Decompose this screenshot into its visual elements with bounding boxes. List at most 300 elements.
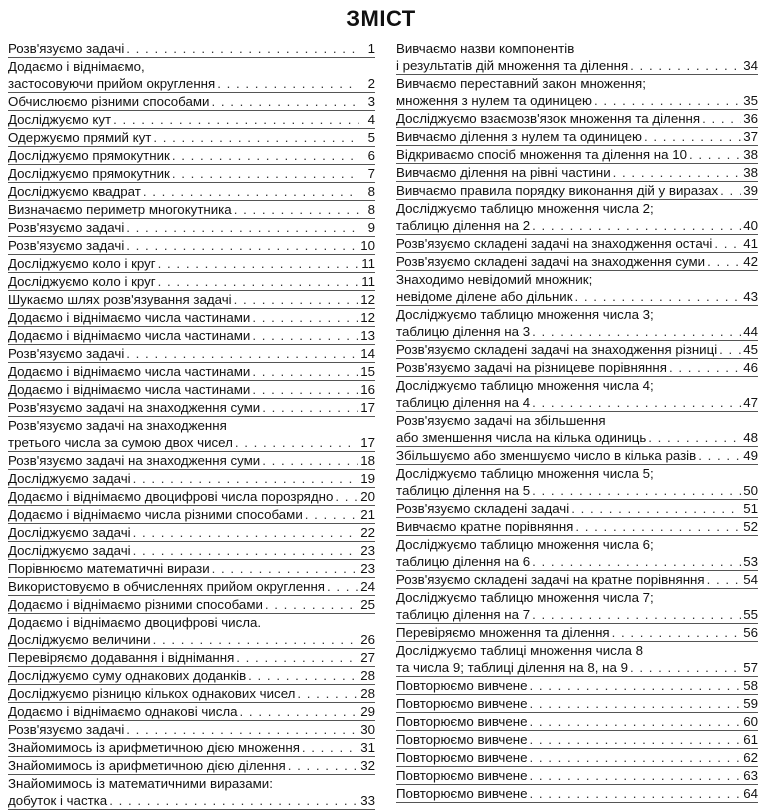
toc-page-number: 39 [743,183,758,198]
toc-entry-title: Досліджуємо задачі [8,525,131,540]
toc-entry-title: або зменшення числа на кілька одиниць [396,430,647,445]
toc-entry [396,785,758,803]
dot-leader [252,363,358,380]
toc-entry [8,93,375,111]
dot-leader [532,217,741,234]
toc-entry [8,685,375,703]
toc-entry [396,624,758,642]
toc-entry [8,560,375,578]
toc-entry [8,488,375,506]
toc-entry-title: Додаємо і віднімаємо числа частинами [8,310,251,325]
dot-leader [126,721,358,738]
toc-entry-title: Обчислюємо різними способами [8,94,210,109]
toc-entry [8,363,375,381]
toc-page-number: 28 [360,686,375,701]
toc-entry-title: Розв'язуємо задачі [8,220,125,235]
toc-entry [8,757,375,775]
toc-page-number: 17 [360,400,375,415]
toc-entry-title: Досліджуємо таблицю множення числа 7; [396,590,654,605]
dot-leader [217,75,359,92]
dot-leader [648,429,741,446]
toc-page-number: 5 [367,130,375,145]
toc-entry-title: Досліджуємо прямокутник [8,148,170,163]
toc-entry-title: Вивчаємо ділення з нулем та одиницею [396,129,642,144]
dot-leader [262,399,358,416]
toc-entry-title: Знайомимось із арифметичною дією ділення [8,758,286,773]
toc-entry-title: Розв'язуємо задачі [8,346,125,361]
dot-leader [720,182,741,199]
dot-leader [714,235,741,252]
toc-entry [8,667,375,685]
dot-leader [158,273,359,290]
toc-entry-title: Досліджуємо квадрат [8,184,141,199]
toc-entry [396,253,758,271]
toc-entry-title: застосовуючи прийом округлення [8,76,216,91]
toc-entry-title: Розв'язуємо задачі на знаходження суми [8,453,261,468]
dot-leader [211,93,359,110]
toc-entry [8,58,375,93]
toc-page-number: 54 [743,572,758,587]
toc-entry-title: Додаємо і віднімаємо числа частинами [8,364,251,379]
toc-entry [8,703,375,721]
toc-entry [8,201,375,219]
toc-entry-title: Повторюємо вивчене [396,786,528,801]
toc-page-number: 11 [361,256,375,271]
dot-leader [669,359,741,376]
dot-leader [575,518,741,535]
toc-page-number: 43 [743,289,758,304]
dot-leader [327,578,358,595]
toc-entry [8,165,375,183]
toc-entry [8,237,375,255]
toc-entry-title: Шукаємо шлях розв'язування задачі [8,292,232,307]
toc-entry [8,775,375,810]
toc-entry [8,381,375,399]
toc-page-number: 62 [743,750,758,765]
dot-leader [262,452,358,469]
dot-leader [594,92,741,109]
toc-entry [396,695,758,713]
dot-leader [702,110,741,127]
toc-page-number: 61 [743,732,758,747]
toc-entry [8,524,375,542]
dot-leader [252,381,358,398]
toc-page-number: 10 [360,238,375,253]
page-title: ЗМІСТ [346,6,416,31]
dot-leader [613,164,742,181]
toc-entry-title: Досліджуємо коло і круг [8,256,156,271]
dot-leader [153,129,359,146]
toc-page-number: 23 [360,561,375,576]
toc-page-number: 12 [360,292,375,307]
toc-entry-title: Порівнюємо математичні вирази [8,561,210,576]
toc-page-number: 53 [743,554,758,569]
toc-page-number: 34 [743,58,758,73]
toc-entry-title: Знайомимось із математичними виразами: [8,776,273,791]
toc-page-number: 40 [743,218,758,233]
toc-entry-title: Розв'язуємо складені задачі на знаходження різниці [396,342,718,357]
toc-entry [8,506,375,524]
dot-leader [302,739,358,756]
toc-page-number: 47 [743,395,758,410]
dot-leader [707,571,742,588]
toc-entry [396,500,758,518]
dot-leader [126,345,358,362]
toc-entry-title: Одержуємо прямий кут [8,130,152,145]
toc-entry [396,713,758,731]
toc-entry-title: множення з нулем та одиницею [396,93,593,108]
toc-entry-title: Додаємо і віднімаємо, [8,59,145,74]
toc-entry-title: і результатів дій множення та ділення [396,58,629,73]
toc-entry-title: Досліджуємо суму однакових доданків [8,668,247,683]
toc-entry-title: таблицю ділення на 5 [396,483,531,498]
dot-leader [529,749,741,766]
dot-leader [158,255,359,272]
toc-page-number: 26 [360,632,375,647]
toc-entry [396,128,758,146]
dot-leader [698,447,741,464]
toc-entry [8,417,375,452]
toc-page-number: 21 [360,507,375,522]
dot-leader [529,713,741,730]
toc-entry-title: Додаємо і віднімаємо однакові числа [8,704,238,719]
toc-entry-title: таблицю ділення на 2 [396,218,531,233]
toc-entry [8,40,375,58]
toc-page-number: 29 [360,704,375,719]
dot-leader [126,219,359,236]
toc-entry-title: Досліджуємо різницю кількох однакових чисел [8,686,296,701]
toc-page-number: 3 [367,94,375,109]
dot-leader [172,147,359,164]
toc-page-number: 4 [367,112,375,127]
dot-leader [529,731,741,748]
toc-page-number: 46 [743,360,758,375]
dot-leader [109,792,358,809]
toc-entry-title: таблицю ділення на 7 [396,607,531,622]
toc-page-number: 36 [743,111,758,126]
dot-leader [234,201,359,218]
toc-entry-title: Повторюємо вивчене [396,714,528,729]
toc-entry [396,465,758,500]
dot-leader [532,606,741,623]
toc-entry [396,377,758,412]
dot-leader [707,253,741,270]
toc-page-number: 1 [367,41,375,56]
toc-entry-title: Розв'язуємо складені задачі на знаходження суми [396,254,706,269]
toc-entry-title: Додаємо і віднімаємо двоцифрові числа порозрядно [8,489,334,504]
dot-leader [571,500,741,517]
toc-entry [396,75,758,110]
dot-leader [532,553,741,570]
dot-leader [143,183,359,200]
toc-entry-title: Перевіряємо множення та ділення [396,625,610,640]
toc-entry-title: Досліджуємо таблицю множення числа 3; [396,307,654,322]
toc-page-number: 51 [743,501,758,516]
toc-entry [8,399,375,417]
dot-leader [153,631,359,648]
toc-entry-title: Відкриваємо спосіб множення та ділення на 10 [396,147,688,162]
toc-page-number: 55 [743,607,758,622]
toc-entry [8,129,375,147]
toc-entry-title: Додаємо і віднімаємо числа частинами [8,382,251,397]
toc-page-number: 42 [743,254,758,269]
toc-entry-title: та числа 9; таблиці ділення на 8, на 9 [396,660,628,675]
toc-entry [396,642,758,677]
toc-entry-title: Розв'язуємо складені задачі [396,501,570,516]
toc-page-number: 7 [367,166,375,181]
toc-entry-title: Розв'язуємо задачі [8,722,125,737]
toc-page-number: 14 [360,346,375,361]
toc-entry [396,731,758,749]
toc-entry-title: Знаходимо невідомий множник; [396,272,593,287]
toc-entry-title: Перевіряємо додавання і віднімання [8,650,235,665]
toc-page-number: 28 [360,668,375,683]
toc-entry-title: Вивчаємо ділення на рівні частини [396,165,611,180]
toc-entry-title: Досліджуємо таблицю множення числа 5; [396,466,654,481]
dot-leader [248,667,358,684]
toc-entry [396,110,758,128]
toc-entry [8,614,375,649]
toc-entry-title: Повторюємо вивчене [396,678,528,693]
toc-entry-title: таблицю ділення на 4 [396,395,531,410]
toc-entry [396,182,758,200]
toc-entry [396,164,758,182]
toc-page-number: 60 [743,714,758,729]
dot-leader [252,309,358,326]
toc-page-number: 13 [360,328,375,343]
dot-leader [575,288,742,305]
toc-entry-title: Розв'язуємо складені задачі на знаходження остачі [396,236,713,251]
toc-entry-title: Збільшуємо або зменшуємо число в кілька разів [396,448,697,463]
toc-entry [396,536,758,571]
toc-entry-title: Вивчаємо правила порядку виконання дій у виразах [396,183,719,198]
toc-page-number: 24 [360,579,375,594]
toc-page-number: 17 [360,435,375,450]
toc-page-number: 20 [360,489,375,504]
toc-entry [396,412,758,447]
dot-leader [689,146,741,163]
toc-page-number: 22 [360,525,375,540]
toc-page-number: 8 [367,184,375,199]
toc-page-number: 44 [743,324,758,339]
toc-entry [396,571,758,589]
toc-entry-title: Досліджуємо таблицю множення числа 4; [396,378,654,393]
toc-page-number: 58 [743,678,758,693]
toc-entry [8,309,375,327]
toc-entry [8,470,375,488]
toc-entry [8,596,375,614]
toc-entry-title: невідоме ділене або дільник [396,289,573,304]
toc-entry-title: Досліджуємо величини [8,632,151,647]
toc-page-number: 33 [360,793,375,808]
dot-leader [529,767,741,784]
toc-page-number: 8 [367,202,375,217]
toc-entry-title: Знайомимось із арифметичною дією множення [8,740,300,755]
toc-page-number: 49 [743,448,758,463]
toc-right-column [396,40,758,803]
toc-page-number: 32 [360,758,375,773]
toc-entry [396,677,758,695]
dot-leader [630,659,741,676]
toc-entry [396,341,758,359]
toc-entry-title: Повторюємо вивчене [396,750,528,765]
toc-page-number: 59 [743,696,758,711]
dot-leader [212,560,359,577]
toc-page-number: 50 [743,483,758,498]
toc-page-number: 27 [360,650,375,665]
dot-leader [644,128,741,145]
toc-page-number: 45 [743,342,758,357]
toc-entry-title: Розв'язуємо задачі на знаходження суми [8,400,261,415]
toc-entry-title: Додаємо і віднімаємо числа частинами [8,328,251,343]
toc-entry-title: Розв'язуємо задачі [8,238,125,253]
dot-leader [719,341,741,358]
dot-leader [532,323,741,340]
dot-leader [305,506,358,523]
toc-entry [396,306,758,341]
dot-leader [133,470,359,487]
dot-leader [133,524,359,541]
dot-leader [236,649,358,666]
toc-entry-title: Розв'язуємо задачі [8,41,125,56]
toc-entry [396,749,758,767]
toc-entry [396,40,758,75]
toc-entry-title: Досліджуємо задачі [8,543,131,558]
toc-entry [396,767,758,785]
toc-entry-title: Додаємо і віднімаємо двоцифрові числа. [8,615,262,630]
toc-entry-title: добуток і частка [8,793,108,808]
toc-entry-title: Повторюємо вивчене [396,768,528,783]
toc-entry-title: Досліджуємо кут [8,112,112,127]
toc-page-number: 6 [367,148,375,163]
toc-entry [396,271,758,306]
toc-entry [396,235,758,253]
toc-entry-title: Повторюємо вивчене [396,732,528,747]
toc-page-number: 19 [360,471,375,486]
toc-page-number: 38 [743,147,758,162]
toc-entry [8,291,375,309]
toc-page-number: 25 [360,597,375,612]
toc-entry [8,345,375,363]
toc-entry [8,219,375,237]
dot-leader [126,40,359,57]
toc-page-number: 63 [743,768,758,783]
toc-entry [8,721,375,739]
toc-entry-title: Додаємо і віднімаємо різними способами [8,597,263,612]
toc-entry-title: Додаємо і віднімаємо числа різними способами [8,507,303,522]
toc-entry [8,327,375,345]
toc-entry [8,147,375,165]
dot-leader [297,685,358,702]
toc-entry-title: Повторюємо вивчене [396,696,528,711]
dot-leader [529,785,741,802]
dot-leader [252,327,358,344]
toc-left-column [8,40,375,810]
toc-entry [396,200,758,235]
toc-entry [8,183,375,201]
dot-leader [532,482,741,499]
dot-leader [532,394,741,411]
dot-leader [335,488,358,505]
dot-leader [113,111,359,128]
dot-leader [126,237,358,254]
toc-page-number: 56 [743,625,758,640]
dot-leader [612,624,742,641]
dot-leader [288,757,358,774]
toc-page-number: 37 [743,129,758,144]
toc-entry-title: Досліджуємо коло і круг [8,274,156,289]
toc-entry [8,542,375,560]
toc-entry-title: Розв'язуємо складені задачі на кратне порівняння [396,572,705,587]
dot-leader [529,677,741,694]
toc-entry-title: таблицю ділення на 3 [396,324,531,339]
toc-page-number: 48 [743,430,758,445]
toc-page-number: 31 [360,740,375,755]
toc-page-number: 30 [360,722,375,737]
toc-entry-title: Вивчаємо кратне порівняння [396,519,574,534]
toc-page-number: 15 [360,364,375,379]
dot-leader [234,291,359,308]
toc-entry [396,589,758,624]
toc-entry-title: Досліджуємо прямокутник [8,166,170,181]
toc-entry-title: Досліджуємо таблицю множення числа 6; [396,537,654,552]
toc-entry-title: Вивчаємо переставний закон множення; [396,76,646,91]
toc-entry-title: Досліджуємо задачі [8,471,131,486]
toc-page-number: 52 [743,519,758,534]
toc-entry-title: Розв'язуємо задачі на збільшення [396,413,606,428]
dot-leader [235,434,358,451]
toc-entry-title: Використовуємо в обчисленнях прийом округлення [8,579,326,594]
toc-entry [396,447,758,465]
toc-entry-title: Розв'язуємо задачі на знаходження [8,418,227,433]
toc-entry [396,518,758,536]
toc-page-number: 16 [360,382,375,397]
toc-page-number: 9 [367,220,375,235]
dot-leader [240,703,359,720]
toc-page-number: 12 [360,310,375,325]
toc-page-number: 57 [743,660,758,675]
dot-leader [265,596,358,613]
toc-entry-title: Досліджуємо таблиці множення числа 8 [396,643,644,658]
toc-entry-title: Вивчаємо назви компонентів [396,41,575,56]
toc-entry [8,111,375,129]
toc-entry [8,649,375,667]
toc-entry-title: третього числа за сумою двох чисел [8,435,233,450]
toc-page-number: 2 [367,76,375,91]
dot-leader [630,57,741,74]
toc-entry [8,255,375,273]
toc-page-number: 35 [743,93,758,108]
toc-page-number: 23 [360,543,375,558]
dot-leader [133,542,359,559]
toc-entry [8,739,375,757]
toc-entry-title: Досліджуємо взаємозв'язок множення та ділення [396,111,701,126]
toc-page-number: 38 [743,165,758,180]
toc-entry [396,146,758,164]
toc-page-number: 64 [743,786,758,801]
dot-leader [529,695,741,712]
toc-entry [396,359,758,377]
toc-entry-title: Досліджуємо таблицю множення числа 2; [396,201,654,216]
toc-page-number: 11 [361,274,375,289]
toc-entry [8,578,375,596]
toc-page-number: 18 [360,453,375,468]
toc-entry-title: таблицю ділення на 6 [396,554,531,569]
dot-leader [172,165,359,182]
toc-entry [8,273,375,291]
toc-page-number: 41 [743,236,758,251]
toc-entry [8,452,375,470]
